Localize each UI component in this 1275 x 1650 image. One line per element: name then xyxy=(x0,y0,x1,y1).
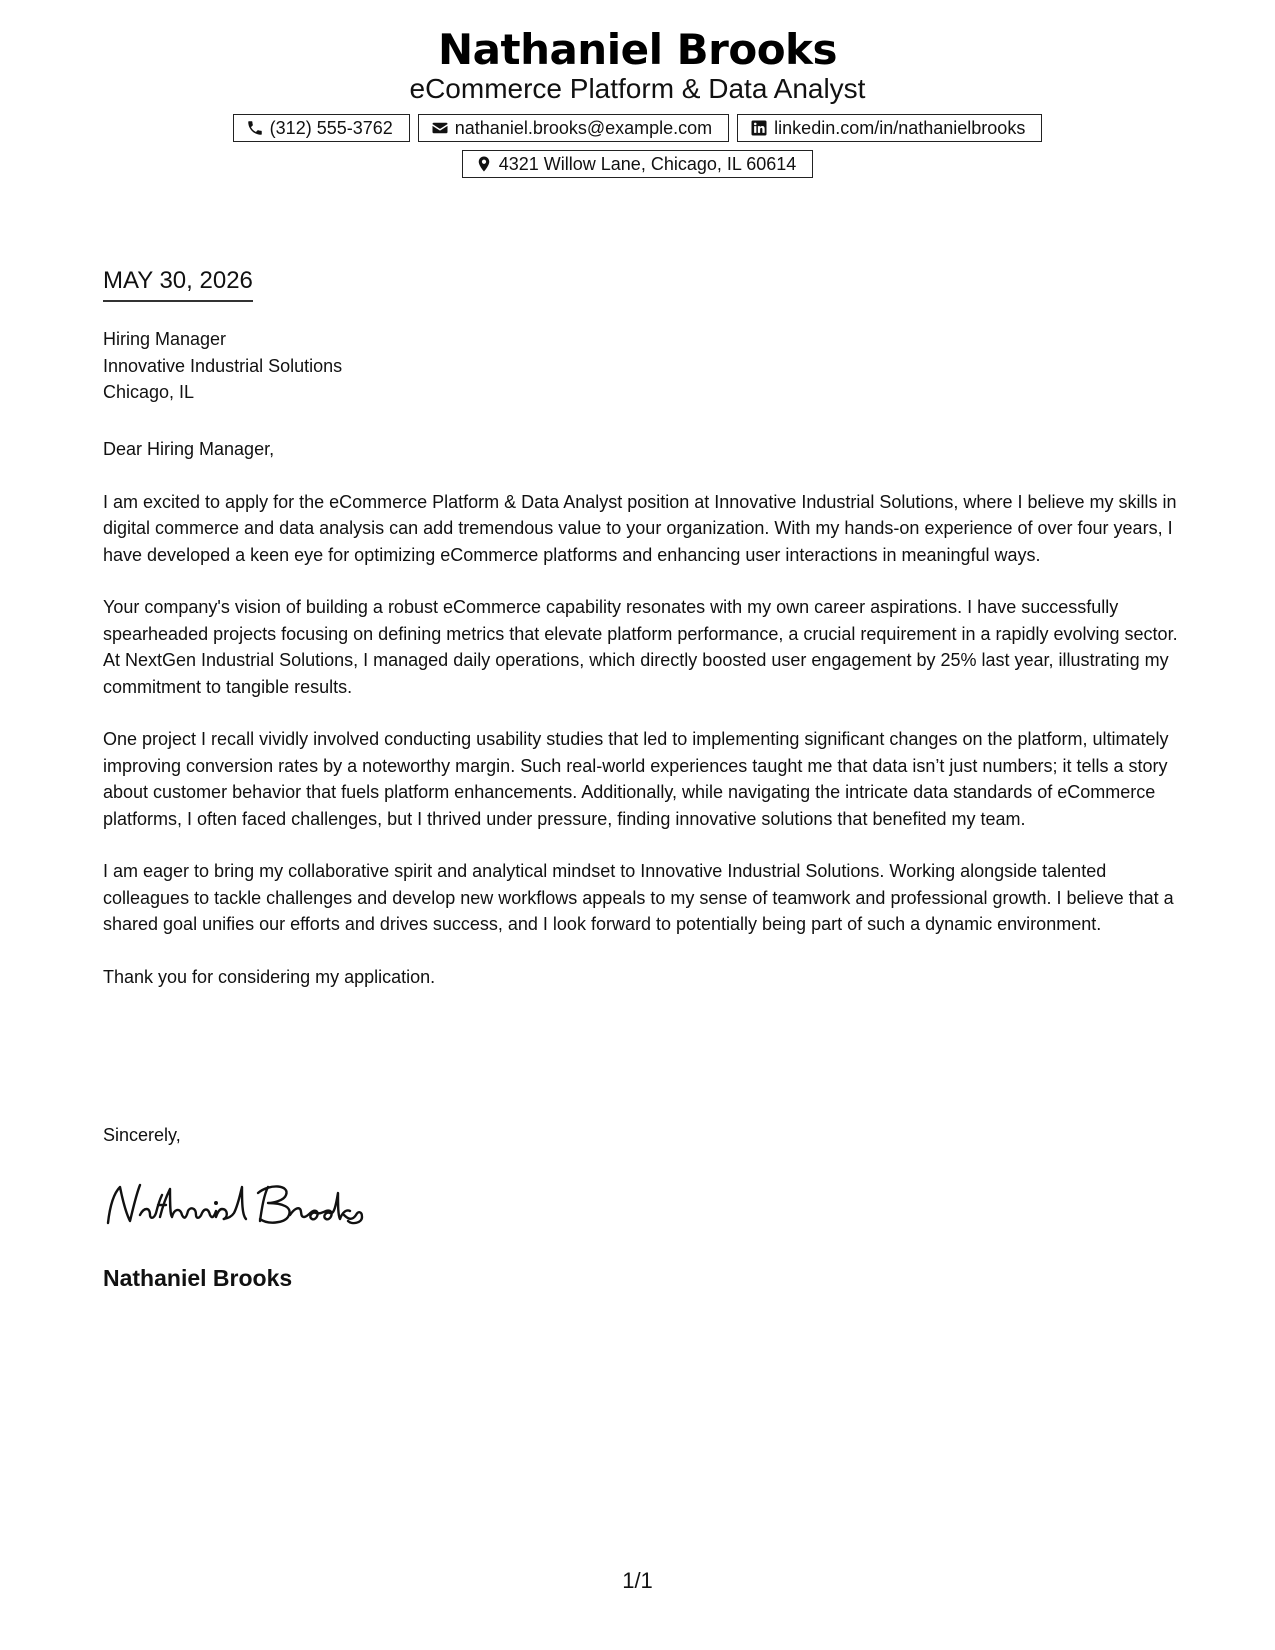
letter-date: MAY 30, 2026 xyxy=(103,266,253,302)
letter-header xyxy=(0,24,1275,178)
page-number: 1/1 xyxy=(622,1568,653,1593)
linkedin-icon xyxy=(750,119,768,137)
closing: Sincerely, xyxy=(103,1125,181,1145)
linkedin-text: linkedin.com/in/nathanielbrooks xyxy=(774,117,1026,138)
body-paragraph: Thank you for considering my application. xyxy=(103,966,436,987)
recipient-line: Innovative Industrial Solutions xyxy=(103,355,343,376)
phone-icon xyxy=(246,119,264,137)
applicant-name: Nathaniel Brooks xyxy=(438,25,837,74)
address-text: 4321 Willow Lane, Chicago, IL 60614 xyxy=(498,153,797,174)
envelope-icon xyxy=(431,119,449,137)
salutation: Dear Hiring Manager, xyxy=(103,439,275,459)
body-paragraph: One project I recall vividly involved conducting usability studies that led to implementing significant changes on the platform, ultimately improving conversion rates by a noteworthy margin. Such real-world experiences taught me that data isn’t just numbers; it tells a story about customer behavior that fuels platform enhancements. Additionally, while navigating the intricate data standards of eCommerce platforms, I often faced challenges, but I thrived under pressure, finding innovative solutions that benefited my team. xyxy=(103,729,1169,829)
body-paragraph: Your company's vision of building a robust eCommerce capability resonates with my own career aspirations. I have successfully spearheaded projects focusing on defining metrics that elevate platform performance, a crucial requirement in a rapidly evolving sector. At NextGen Industrial Solutions, I managed daily operations, which directly boosted user engagement by 25% last year, illustrating my commitment to tangible results. xyxy=(103,597,1178,697)
signed-name: Nathaniel Brooks xyxy=(103,1265,293,1291)
recipient-block xyxy=(103,326,342,406)
map-marker-icon xyxy=(475,155,493,173)
email-text: nathaniel.brooks@example.com xyxy=(454,117,713,138)
address-chip xyxy=(462,150,814,178)
contact-row xyxy=(0,114,1275,142)
handwritten-signature xyxy=(100,1175,370,1235)
phone-chip[interactable] xyxy=(233,114,410,142)
letter-body xyxy=(103,436,1183,1016)
recipient-line: Chicago, IL xyxy=(103,382,195,402)
applicant-title: eCommerce Platform & Data Analyst xyxy=(409,73,866,104)
body-paragraph: I am eager to bring my collaborative spirit and analytical mindset to Innovative Industrial Solutions. Working alongside talented colleagues to tackle challenges and develop new workflows appeals to my sense of teamwork and professional growth. I believe that a shared goal unifies our efforts and drives success, and I look forward to potentially being part of such a dynamic environment. xyxy=(103,861,1174,934)
address-row xyxy=(0,150,1275,178)
email-chip[interactable] xyxy=(418,114,729,142)
body-paragraph: I am excited to apply for the eCommerce Platform & Data Analyst position at Innovative Industrial Solutions, where I believe my skills in digital commerce and data analysis can add tremendous value to your organization. With my hands-on experience of over four years, I have developed a keen eye for optimizing eCommerce platforms and enhancing user interactions in meaningful ways. xyxy=(103,491,1177,565)
recipient-line: Hiring Manager xyxy=(103,329,227,349)
linkedin-chip[interactable] xyxy=(737,114,1042,142)
phone-text: (312) 555-3762 xyxy=(269,117,393,138)
